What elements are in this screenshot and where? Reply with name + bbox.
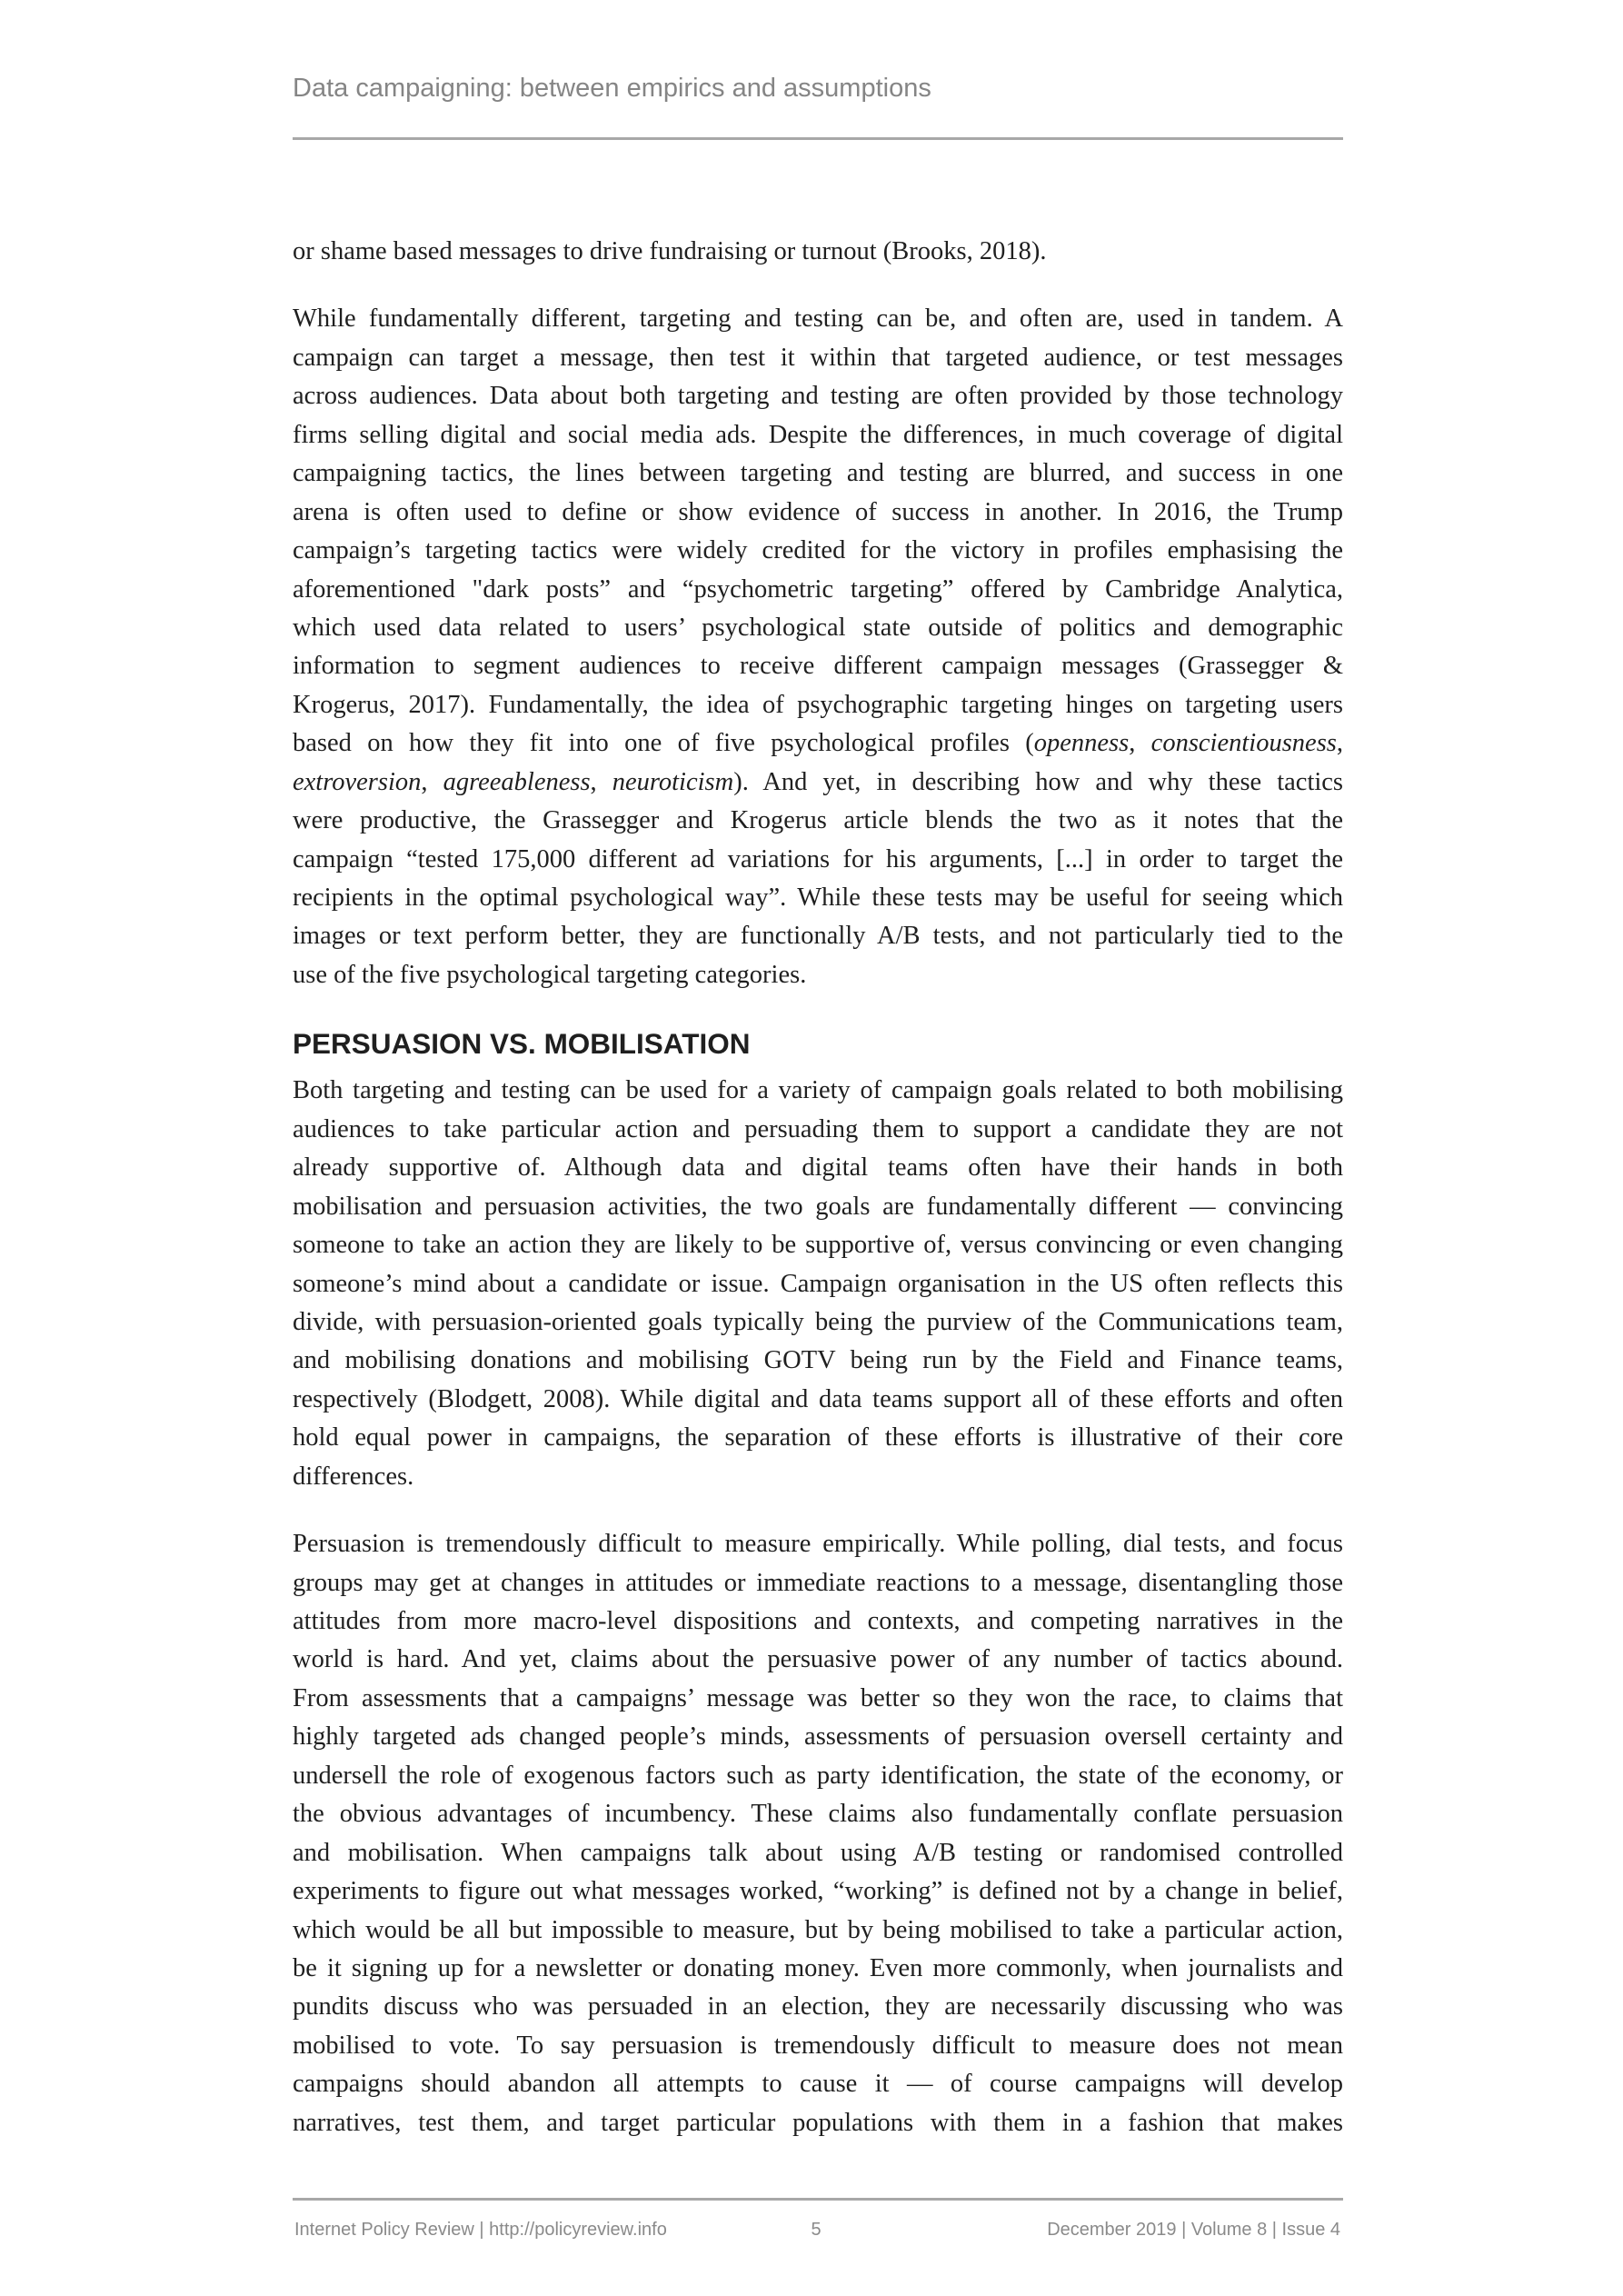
paragraph-persuasion-mobilisation [293, 1072, 1343, 1496]
section-heading: PERSUASION VS. MOBILISATION [293, 1027, 751, 1061]
italic-term: conscientiousness [1150, 729, 1337, 758]
text-line [293, 764, 1343, 802]
text-line: campaign’s targeting tactics were widely credited for the victory in profiles emphasising the [293, 536, 1343, 565]
text-line: aforementioned "dark posts” and “psychometric targeting” offered by Cambridge Analytica, [293, 574, 1343, 604]
paragraph-persuasion-measurement [293, 1525, 1343, 2142]
text-line: and mobilising donations and mobilising GOTV being run by the Field and Finance teams, [293, 1346, 1343, 1375]
text-line [293, 724, 1343, 763]
text-line: While fundamentally different, targeting and testing can be, and often are, used in tandem. A [293, 304, 1343, 334]
text-line: mobilised to vote. To say persuasion is tremendously difficult to measure does not mean [293, 2031, 1343, 2060]
text-line: narratives, test them, and target particular populations with them in a fashion that makes [293, 2108, 1343, 2137]
text-line: which would be all but impossible to measure, but by being mobilised to take a particular action, [293, 1915, 1343, 1944]
text-run: , [421, 767, 443, 796]
italic-term: openness [1033, 729, 1130, 758]
article-body [293, 233, 1343, 2171]
text-line: divide, with persuasion-oriented goals typically being the purview of the Communications team, [293, 1307, 1343, 1336]
text-line: undersell the role of exogenous factors such as party identification, the state of the economy, or [293, 1761, 1343, 1790]
running-title: Data campaigning: between empirics and assumptions [293, 74, 931, 103]
italic-term: neuroticism [612, 767, 734, 796]
text-line: already supportive of. Although data and digital teams often have their hands in both [293, 1153, 1343, 1183]
text-line: campaigns should abandon all attempts to cause it — of course campaigns will develop [293, 2070, 1343, 2099]
text-run: , [1336, 729, 1344, 758]
text-run: , [590, 767, 612, 796]
text-line: someone’s mind about a candidate or issue. Campaign organisation in the US often reflects this [293, 1269, 1343, 1298]
text-run: based on how they fit into one of five psychological profiles ( [293, 729, 1034, 758]
text-line: were productive, the Grassegger and Krogerus article blends the two as it notes that the [293, 806, 1343, 835]
page-number: 5 [811, 2220, 821, 2240]
italic-term: agreeableness [443, 767, 591, 796]
text-line: arena is often used to define or show evidence of success in another. In 2016, the Trump [293, 497, 1343, 526]
italic-term: extroversion [293, 767, 422, 796]
text-line: highly targeted ads changed people’s minds, assessments of persuasion oversell certainty and [293, 1722, 1343, 1752]
paragraph-continued [293, 233, 1343, 271]
text-line: and mobilisation. When campaigns talk about using A/B testing or randomised controlled [293, 1838, 1343, 1867]
text-line: world is hard. And yet, claims about the persuasive power of any number of tactics abound. [293, 1645, 1343, 1674]
text-line: across audiences. Data about both targeting and testing are often provided by those technology [293, 382, 1343, 411]
text-line: experiments to figure out what messages worked, “working” is defined not by a change in belief, [293, 1877, 1343, 1906]
text-line: mobilisation and persuasion activities, the two goals are fundamentally different — convincing [293, 1192, 1343, 1221]
text-line: campaign can target a message, then test it within that targeted audience, or test messages [293, 343, 1343, 372]
text-line: someone to take an action they are likely to be supportive of, versus convincing or even changing [293, 1231, 1343, 1260]
text-line: information to segment audiences to receive different campaign messages (Grassegger & [293, 652, 1343, 681]
text-line: or shame based messages to drive fundraising or turnout (Brooks, 2018). [293, 237, 1047, 265]
text-line: which used data related to users’ psychological state outside of politics and demographic [293, 613, 1343, 642]
text-line: Persuasion is tremendously difficult to measure empirically. While polling, dial tests, and focus [293, 1530, 1343, 1559]
text-line: hold equal power in campaigns, the separation of these efforts is illustrative of their core [293, 1423, 1343, 1452]
text-line: attitudes from more macro-level dispositions and contexts, and competing narratives in the [293, 1607, 1343, 1635]
footer-journal: Internet Policy Review | http://policyreview.info [294, 2220, 667, 2240]
text-line: campaigning tactics, the lines between targeting and testing are blurred, and success in one [293, 459, 1343, 488]
text-line: audiences to take particular action and persuading them to support a candidate they are not [293, 1114, 1343, 1143]
text-line: use of the five psychological targeting categories. [293, 960, 807, 989]
text-line: firms selling digital and social media ads. Despite the differences, in much coverage of digital [293, 420, 1343, 449]
text-line: differences. [293, 1462, 414, 1491]
text-run: ). And yet, in describing how and why these tactics [733, 767, 1344, 796]
text-line: respectively (Blodgett, 2008). While digital and data teams support all of these efforts and often [293, 1384, 1343, 1413]
text-line: Both targeting and testing can be used for a variety of campaign goals related to both mobilising [293, 1076, 1343, 1105]
paragraph-targeting-testing [293, 300, 1343, 994]
text-line: recipients in the optimal psychological way”. While these tests may be useful for seeing which [293, 883, 1343, 912]
text-run: , [1129, 729, 1151, 758]
text-line: campaign “tested 175,000 different ad variations for his arguments, [...] in order to target the [293, 844, 1343, 873]
header-rule [293, 137, 1343, 140]
text-line: images or text perform better, they are functionally A/B tests, and not particularly tied to the [293, 922, 1343, 951]
text-line: groups may get at changes in attitudes or immediate reactions to a message, disentangling those [293, 1568, 1343, 1597]
text-line: pundits discuss who was persuaded in an election, they are necessarily discussing who was [293, 1992, 1343, 2021]
text-line: From assessments that a campaigns’ message was better so they won the race, to claims that [293, 1683, 1343, 1712]
text-line: be it signing up for a newsletter or donating money. Even more commonly, when journalists and [293, 1953, 1343, 1982]
footer-issue: December 2019 | Volume 8 | Issue 4 [1047, 2220, 1340, 2240]
text-line: Krogerus, 2017). Fundamentally, the idea of psychographic targeting hinges on targeting users [293, 690, 1343, 719]
text-line: the obvious advantages of incumbency. These claims also fundamentally conflate persuasion [293, 1800, 1343, 1829]
footer-rule [293, 2198, 1343, 2201]
